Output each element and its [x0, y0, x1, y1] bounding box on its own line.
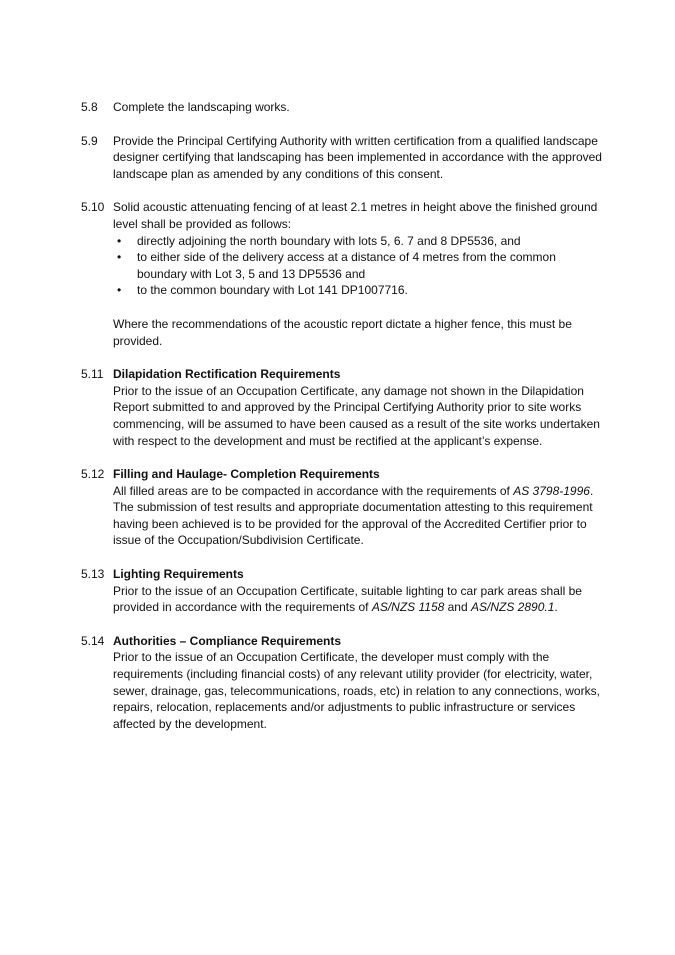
standard-reference: AS 3798-1996	[513, 483, 590, 498]
condition-text: Provide the Principal Certifying Authority with written certification from a qualified landscape designer certifying that landscaping has been implemented in accordance with the approved landscape plan as amended by any conditions of this consent.	[113, 133, 602, 181]
condition-number: 5.11	[81, 367, 104, 382]
condition-5-12	[81, 466, 603, 549]
condition-text	[113, 483, 603, 549]
list-item: • to either side of the delivery access at a distance of 4 metres from the common boundary with Lot 3, 5 and 13 DP5536 and	[113, 249, 603, 282]
fencing-list	[113, 233, 603, 299]
condition-text: Prior to the issue of an Occupation Certificate, any damage not shown in the Dilapidation Report submitted to and approved by the Principal Certifying Authority prior to site works commencing, will be assumed to have been caused as a result of the site works undertaken with respect to the development and must be rectified at the applicant’s expense.	[113, 383, 600, 448]
text-part: and	[444, 600, 471, 615]
condition-5-8	[81, 99, 603, 116]
text-part: . The submission of test results and appropriate documentation attesting to this requirement having been achieved is to be provided for the approval of the Accredited Certifier prior to issue of the Occupation/Subdivision Certificate.	[113, 483, 594, 548]
condition-text	[113, 583, 603, 616]
condition-number: 5.10	[81, 200, 105, 215]
condition-number: 5.9	[81, 133, 98, 148]
condition-number: 5.14	[81, 633, 105, 648]
condition-heading: Authorities – Compliance Requirements	[113, 633, 342, 648]
condition-5-9	[81, 133, 603, 183]
condition-number: 5.13	[81, 567, 105, 582]
text-part: All filled areas are to be compacted in accordance with the requirements of	[113, 483, 514, 498]
list-item: • to the common boundary with Lot 141 DP1007716.	[113, 282, 603, 299]
condition-5-13	[81, 566, 603, 616]
condition-5-14	[81, 633, 603, 733]
condition-text: Prior to the issue of an Occupation Certificate, the developer must comply with the requirements (including financial costs) of any relevant utility provider (for electricity, water, sewer, drainage, gas, telecommunications, roads, etc) in relation to any connections, works, repairs, relocation, replacements and/or adjustments to public infrastructure or services affected by the development.	[113, 650, 600, 731]
condition-text: Complete the landscaping works.	[113, 100, 290, 114]
condition-number: 5.8	[81, 100, 98, 114]
condition-text: Solid acoustic attenuating fencing of at least 2.1 metres in height above the finished ground level shall be provided as follows:	[113, 200, 598, 231]
condition-number: 5.12	[81, 467, 105, 482]
condition-5-10	[81, 199, 603, 349]
text-part: .	[554, 600, 558, 615]
condition-heading: Dilapidation Rectification Requirements	[113, 367, 341, 382]
condition-heading: Filling and Haulage- Completion Requirements	[113, 467, 380, 482]
list-item: • directly adjoining the north boundary with lots 5, 6. 7 and 8 DP5536, and	[113, 233, 603, 250]
standard-reference: AS/NZS 2890.1	[471, 600, 555, 615]
condition-5-11	[81, 366, 603, 449]
text-part: Prior to the issue of an Occupation Certificate, suitable lighting to car park areas shall be provided in accordance with the requirements of	[113, 583, 582, 615]
condition-note: Where the recommendations of the acoustic report dictate a higher fence, this must be provided.	[113, 316, 572, 348]
standard-reference: AS/NZS 1158	[371, 600, 445, 615]
condition-heading: Lighting Requirements	[113, 567, 244, 582]
